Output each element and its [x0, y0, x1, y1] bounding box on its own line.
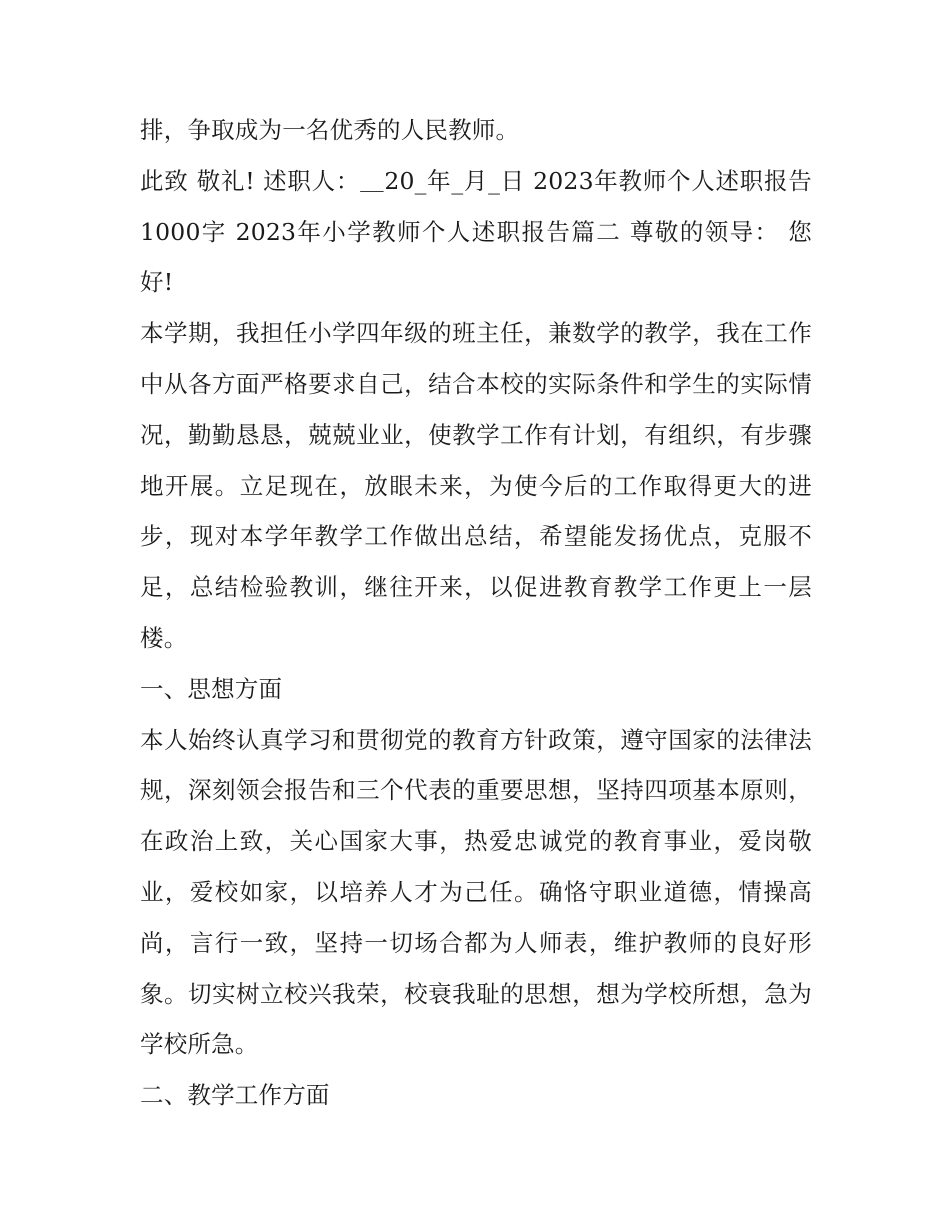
- section-heading-thought: 一、思想方面: [140, 674, 283, 703]
- paragraph-intro: 本学期，我担任小学四年级的班主任，兼数学的教学，我在工作中从各方面严格要求自己，结合本校的实际条件和学生的实际情况，勤勤恳恳，兢兢业业，使教学工作有计划，有组织，有步骤地开展。立足现在，放眼未来，为使今后的工作取得更大的进步，现对本学年教学工作做出总结，希望能发扬优点，克服不足，总结检验教训，继往开来，以促进教育教学工作更上一层楼。: [140, 319, 812, 652]
- section-heading-teaching: 二、教学工作方面: [140, 1081, 330, 1110]
- paragraph-thought: 本人始终认真学习和贯彻党的教育方针政策，遵守国家的法律法规，深刻领会报告和三个代表的重要思想，坚持四项基本原则，在政治上致，关心国家大事，热爱忠诚党的教育事业，爱岗敬业，爱校如家，以培养人才为己任。确恪守职业道德，情操高尚，言行一致，坚持一切场合都为人师表，维护教师的良好形象。切实树立校兴我荣，校衰我耻的思想，想为学校所想，急为学校所急。: [140, 725, 812, 1059]
- document-page: [140, 105, 812, 1121]
- paragraph-salutation: 此致 敬礼! 述职人：＿20_年_月_日 2023年教师个人述职报告1000字 2023年小学教师个人述职报告篇二 尊敬的领导： 您好!: [140, 166, 812, 297]
- paragraph-closing-line: 排，争取成为一名优秀的人民教师。: [140, 116, 520, 144]
